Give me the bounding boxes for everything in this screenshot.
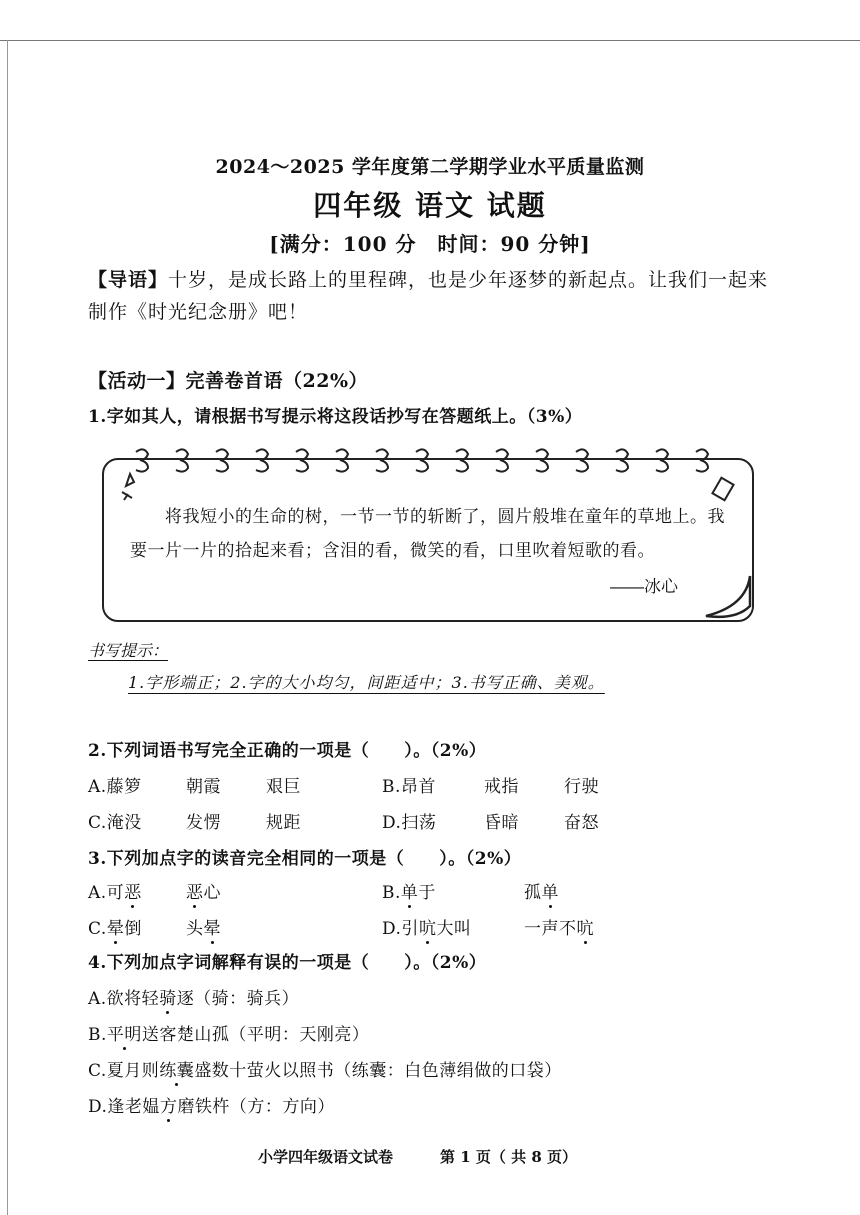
- notebook-rings-icon: [128, 446, 728, 476]
- intro-label: 【导语】: [88, 269, 169, 291]
- q2-option-a-3: 艰巨: [266, 777, 301, 797]
- q2-option-b-2: 戒指: [484, 777, 519, 797]
- dotted-char: 恶: [124, 883, 142, 903]
- q2-option-a-2: 朝霞: [186, 777, 221, 797]
- q4-option-b: B.平明送客楚山孤（平明：天刚亮）: [88, 1025, 370, 1045]
- section-1-title: 【活动一】完善卷首语（22%）: [88, 370, 368, 392]
- intro-text: 十岁，是成长路上的里程碑，也是少年逐梦的新起点。让我们一起来制作《时光纪念册》吧！: [88, 269, 769, 323]
- q2-option-a-1: A.藤箩: [88, 777, 142, 797]
- question-1-stem: 1.字如其人，请根据书写提示将这段话抄写在答题纸上。（3%）: [88, 407, 583, 427]
- q4-option-a: A.欲将轻骑逐（骑：骑兵）: [88, 989, 300, 1009]
- q3-option-b: B.单于: [382, 883, 436, 903]
- q2-option-c-3: 规距: [266, 813, 301, 833]
- dotted-char: 平明: [106, 1025, 142, 1045]
- dotted-char: 骑: [159, 989, 177, 1009]
- q2-option-c-1: C.淹没: [88, 813, 142, 833]
- q4-option-c: C.夏月则练囊盛数十萤火以照书（练囊：白色薄绢做的口袋）: [88, 1061, 562, 1081]
- dotted-char: 单: [400, 883, 419, 903]
- q3-option-c-word-2: 头晕: [186, 919, 221, 939]
- page-top-border: [0, 40, 860, 41]
- copy-passage: [130, 500, 730, 568]
- q3-option-c: C.晕倒: [88, 919, 142, 939]
- dotted-char: 练囊: [159, 1061, 195, 1081]
- question-2-stem: 2.下列词语书写完全正确的一项是（ ）。（2%）: [88, 741, 487, 761]
- q3-option-d: D.引吭大叫: [382, 919, 472, 939]
- q2-option-d-1: D.扫荡: [382, 813, 437, 833]
- q3-option-d-word-2: 一声不吭: [524, 919, 594, 939]
- q2-option-c-2: 发愣: [186, 813, 221, 833]
- q3-option-a: A.可恶: [88, 883, 142, 903]
- dotted-char: 晕: [203, 919, 221, 939]
- q4-option-d: D.逢老媪方磨铁杵（方：方向）: [88, 1097, 335, 1117]
- dotted-char: 方: [159, 1097, 178, 1117]
- question-4-stem: 4.下列加点字词解释有误的一项是（ ）。（2%）: [88, 953, 487, 973]
- q3-option-a-word-2: 恶心: [186, 883, 221, 903]
- intro-paragraph: [88, 264, 788, 328]
- page-curl-icon: [700, 574, 756, 622]
- dotted-char: 吭: [418, 919, 437, 939]
- sparkle-doodle-icon: [118, 470, 152, 504]
- dotted-char: 恶: [186, 883, 204, 903]
- writing-tip-label: 书写提示：: [88, 641, 169, 660]
- dotted-char: 单: [541, 883, 559, 903]
- passage-author: ——冰心: [610, 577, 678, 596]
- q2-option-b-3: 行驶: [564, 777, 599, 797]
- q3-option-b-word-2: 孤单: [524, 883, 559, 903]
- writing-tip-body: 1.字形端正；2.字的大小均匀，间距适中；3.书写正确、美观。: [128, 673, 605, 692]
- subject-title: 四年级 语文 试题: [313, 189, 547, 222]
- footer-paper-name: 小学四年级语文试卷: [258, 1148, 394, 1166]
- eraser-doodle-icon: [710, 474, 744, 502]
- exam-title: 2024～2025 学年度第二学期学业水平质量监测: [215, 156, 645, 178]
- copy-passage-text: 将我短小的生命的树，一节一节的斩断了，圆片般堆在童年的草地上。我要一片一片的拾起来看；含泪的看，微笑的看，口里吹着短歌的看。: [130, 507, 725, 560]
- dotted-char: 晕: [106, 919, 125, 939]
- score-time-line: [满分：100 分 时间：90 分钟]: [269, 232, 591, 256]
- q2-option-b-1: B.昂首: [382, 777, 436, 797]
- footer-page-number: 第 1 页（ 共 8 页）: [440, 1148, 577, 1166]
- question-3-stem: 3.下列加点字的读音完全相同的一项是（ ）。（2%）: [88, 849, 522, 869]
- q2-option-d-2: 昏暗: [484, 813, 519, 833]
- q2-option-d-3: 奋怒: [564, 813, 599, 833]
- dotted-char: 吭: [576, 919, 594, 939]
